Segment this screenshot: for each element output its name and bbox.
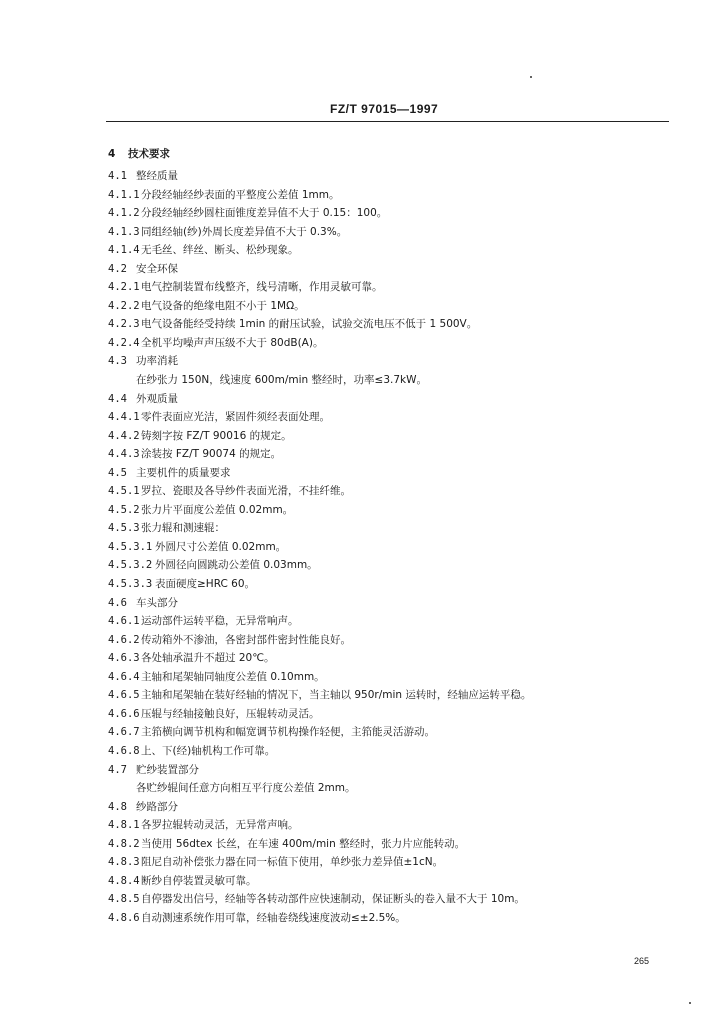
clause-number: 4.4.2 [108, 429, 140, 442]
clause-row [108, 204, 668, 223]
clause-text: 张力片平面度公差值 0.02mm。 [141, 503, 294, 516]
clause-text: 主筘横向调节机构和幅宽调节机构操作轻便，主筘能灵活游动。 [141, 726, 435, 739]
clause-number: 4.3 [108, 355, 127, 368]
clause-text: 安全环保 [136, 262, 178, 275]
clause-number: 4.4.3 [108, 448, 140, 461]
clause-number: 4.8.6 [108, 911, 140, 924]
clause-row [108, 742, 668, 761]
requirements-list [108, 167, 668, 927]
clause-body-text: 在纱张力 150N，线速度 600m/min 整经时，功率≤3.7kW。 [136, 374, 427, 387]
clause-text: 零件表面应光洁，紧固件须经表面处理。 [141, 411, 330, 424]
clause-row [108, 334, 668, 353]
clause-text: 阻尼自动补偿张力器在同一标值下使用，单纱张力差异值±1cN。 [141, 856, 444, 869]
running-header: FZ/T 97015—1997 [330, 102, 439, 116]
clause-row [108, 390, 668, 409]
clause-text: 运动部件运转平稳，无异常响声。 [141, 615, 299, 628]
page-number: 265 [634, 956, 650, 966]
clause-number: 4.6.2 [108, 633, 140, 646]
clause-number: 4.1 [108, 170, 127, 182]
clause-number: 4.2 [108, 262, 127, 275]
clause-text: 各处轴承温升不超过 20℃。 [141, 652, 275, 665]
clause-text: 表面硬度≥HRC 60。 [155, 578, 255, 591]
clause-number: 4.8.3 [108, 856, 140, 869]
clause-number: 4.6.6 [108, 707, 140, 720]
clause-row [108, 371, 668, 390]
clause-text: 各罗拉辊转动灵活，无异常声响。 [141, 819, 299, 832]
scan-speck [689, 1002, 691, 1004]
clause-row [108, 241, 668, 260]
clause-number: 4.5.3 [108, 522, 140, 535]
clause-row [108, 872, 668, 891]
clause-text: 主轴和尾架轴在装好经轴的情况下，当主轴以 950r/min 运转时，经轴应运转平稳。 [141, 689, 532, 702]
clause-text: 外圆尺寸公差值 0.02mm。 [155, 540, 287, 553]
clause-number: 4.6.1 [108, 615, 140, 628]
clause-text: 车头部分 [136, 596, 178, 609]
clause-row [108, 631, 668, 650]
clause-number: 4.6.8 [108, 744, 140, 757]
clause-text: 当使用 56dtex 长丝，在车速 400m/min 整经时，张力片应能转动。 [141, 837, 466, 850]
clause-text: 上、下(经)轴机构工作可靠。 [141, 744, 276, 757]
clause-row [108, 816, 668, 835]
clause-text: 电气控制装置布线整齐，线号清晰，作用灵敏可靠。 [141, 281, 383, 294]
clause-number: 4.8 [108, 800, 127, 813]
clause-text: 外观质量 [136, 392, 178, 405]
clause-row [108, 853, 668, 872]
clause-text: 功率消耗 [136, 355, 178, 368]
clause-text: 断纱自停装置灵敏可靠。 [141, 874, 257, 887]
clause-row [108, 445, 668, 464]
clause-number: 4.6 [108, 596, 127, 609]
clause-body-text: 各贮纱辊间任意方向相互平行度公差值 2mm。 [136, 782, 356, 795]
clause-row [108, 668, 668, 687]
clause-row [108, 649, 668, 668]
clause-number: 4.1.1 [108, 188, 140, 201]
clause-text: 主要机件的质量要求 [136, 466, 231, 479]
clause-row [108, 297, 668, 316]
clause-number: 4.5.1 [108, 485, 140, 498]
clause-number: 4.5.3.2 [108, 559, 153, 572]
clause-text: 自停器发出信号，经轴等各转动部件应快速制动，保证断头的卷入量不大于 10m。 [141, 893, 525, 906]
clause-row [108, 890, 668, 909]
clause-row [108, 556, 668, 575]
clause-number: 4.1.2 [108, 207, 140, 220]
clause-number: 4.4.1 [108, 411, 140, 424]
clause-row [108, 723, 668, 742]
clause-text: 纱路部分 [136, 800, 178, 813]
clause-text: 传动箱外不渗油，各密封部件密封性能良好。 [141, 633, 351, 646]
clause-number: 4.6.5 [108, 689, 140, 702]
clause-row [108, 835, 668, 854]
clause-number: 4.1.3 [108, 225, 140, 238]
clause-row [108, 315, 668, 334]
clause-row [108, 482, 668, 501]
scan-speck [530, 76, 532, 78]
clause-text: 电气设备的绝缘电阻不小于 1MΩ。 [141, 299, 305, 312]
clause-row [108, 519, 668, 538]
clause-number: 4.2.1 [108, 281, 140, 294]
clause-text: 贮纱装置部分 [136, 763, 199, 776]
clause-text: 压辊与经轴接触良好，压辊转动灵活。 [141, 707, 320, 720]
clause-text: 分段经轴经纱表面的平整度公差值 1mm。 [141, 188, 340, 201]
clause-number: 4.6.4 [108, 670, 140, 683]
clause-row [108, 260, 668, 279]
clause-number: 4.8.5 [108, 893, 140, 906]
clause-row [108, 167, 668, 186]
clause-row [108, 538, 668, 557]
clause-row [108, 575, 668, 594]
clause-text: 张力辊和测速辊： [141, 522, 225, 535]
header-rule [106, 121, 669, 122]
clause-number: 4.4 [108, 392, 127, 405]
clause-row [108, 705, 668, 724]
clause-row [108, 798, 668, 817]
clause-row [108, 594, 668, 613]
clause-number: 4.5.3.3 [108, 578, 153, 591]
clause-number: 4.7 [108, 763, 127, 776]
clause-text: 电气设备能经受持续 1min 的耐压试验，试验交流电压不低于 1 500V。 [141, 318, 478, 331]
clause-row [108, 909, 668, 928]
clause-number: 4.6.3 [108, 652, 140, 665]
clause-number: 4.2.2 [108, 299, 140, 312]
section-title [108, 146, 170, 161]
clause-row [108, 352, 668, 371]
clause-text: 涂装按 FZ/T 90074 的规定。 [141, 448, 282, 461]
clause-text: 主轴和尾架轴同轴度公差值 0.10mm。 [141, 670, 325, 683]
clause-text: 自动测速系统作用可靠，经轴卷绕线速度波动≤±2.5%。 [141, 911, 406, 924]
clause-number: 4.5.2 [108, 503, 140, 516]
clause-text: 铸刻字按 FZ/T 90016 的规定。 [141, 429, 292, 442]
clause-number: 4.5.3.1 [108, 540, 153, 553]
clause-row [108, 427, 668, 446]
clause-row [108, 278, 668, 297]
clause-text: 同组经轴(纱)外周长度差异值不大于 0.3%。 [141, 225, 348, 238]
clause-number: 4.2.3 [108, 318, 140, 331]
clause-text: 全机平均噪声声压级不大于 80dB(A)。 [141, 336, 324, 349]
clause-row [108, 223, 668, 242]
clause-number: 4.2.4 [108, 336, 140, 349]
clause-number: 4.8.2 [108, 837, 140, 850]
clause-row [108, 501, 668, 520]
clause-number: 4.8.1 [108, 819, 140, 832]
clause-number: 4.8.4 [108, 874, 140, 887]
clause-row [108, 612, 668, 631]
clause-text: 罗拉、瓷眼及各导纱件表面光滑，不挂纤维。 [141, 485, 351, 498]
clause-number: 4.6.7 [108, 726, 140, 739]
clause-text: 外圆径向圆跳动公差值 0.03mm。 [155, 559, 318, 572]
clause-text: 无毛丝、绊丝、断头、松纱现象。 [141, 244, 299, 257]
clause-row [108, 686, 668, 705]
clause-number: 4.1.4 [108, 244, 140, 257]
clause-row [108, 408, 668, 427]
clause-text: 整经质量 [136, 170, 178, 182]
clause-number: 4.5 [108, 466, 127, 479]
clause-row [108, 761, 668, 780]
clause-row [108, 186, 668, 205]
clause-row [108, 779, 668, 798]
section-heading: 技术要求 [128, 148, 170, 160]
section-number: 4 [108, 148, 116, 160]
clause-row [108, 464, 668, 483]
clause-text: 分段经轴经纱圆柱面锥度差异值不大于 0.15：100。 [141, 207, 388, 220]
